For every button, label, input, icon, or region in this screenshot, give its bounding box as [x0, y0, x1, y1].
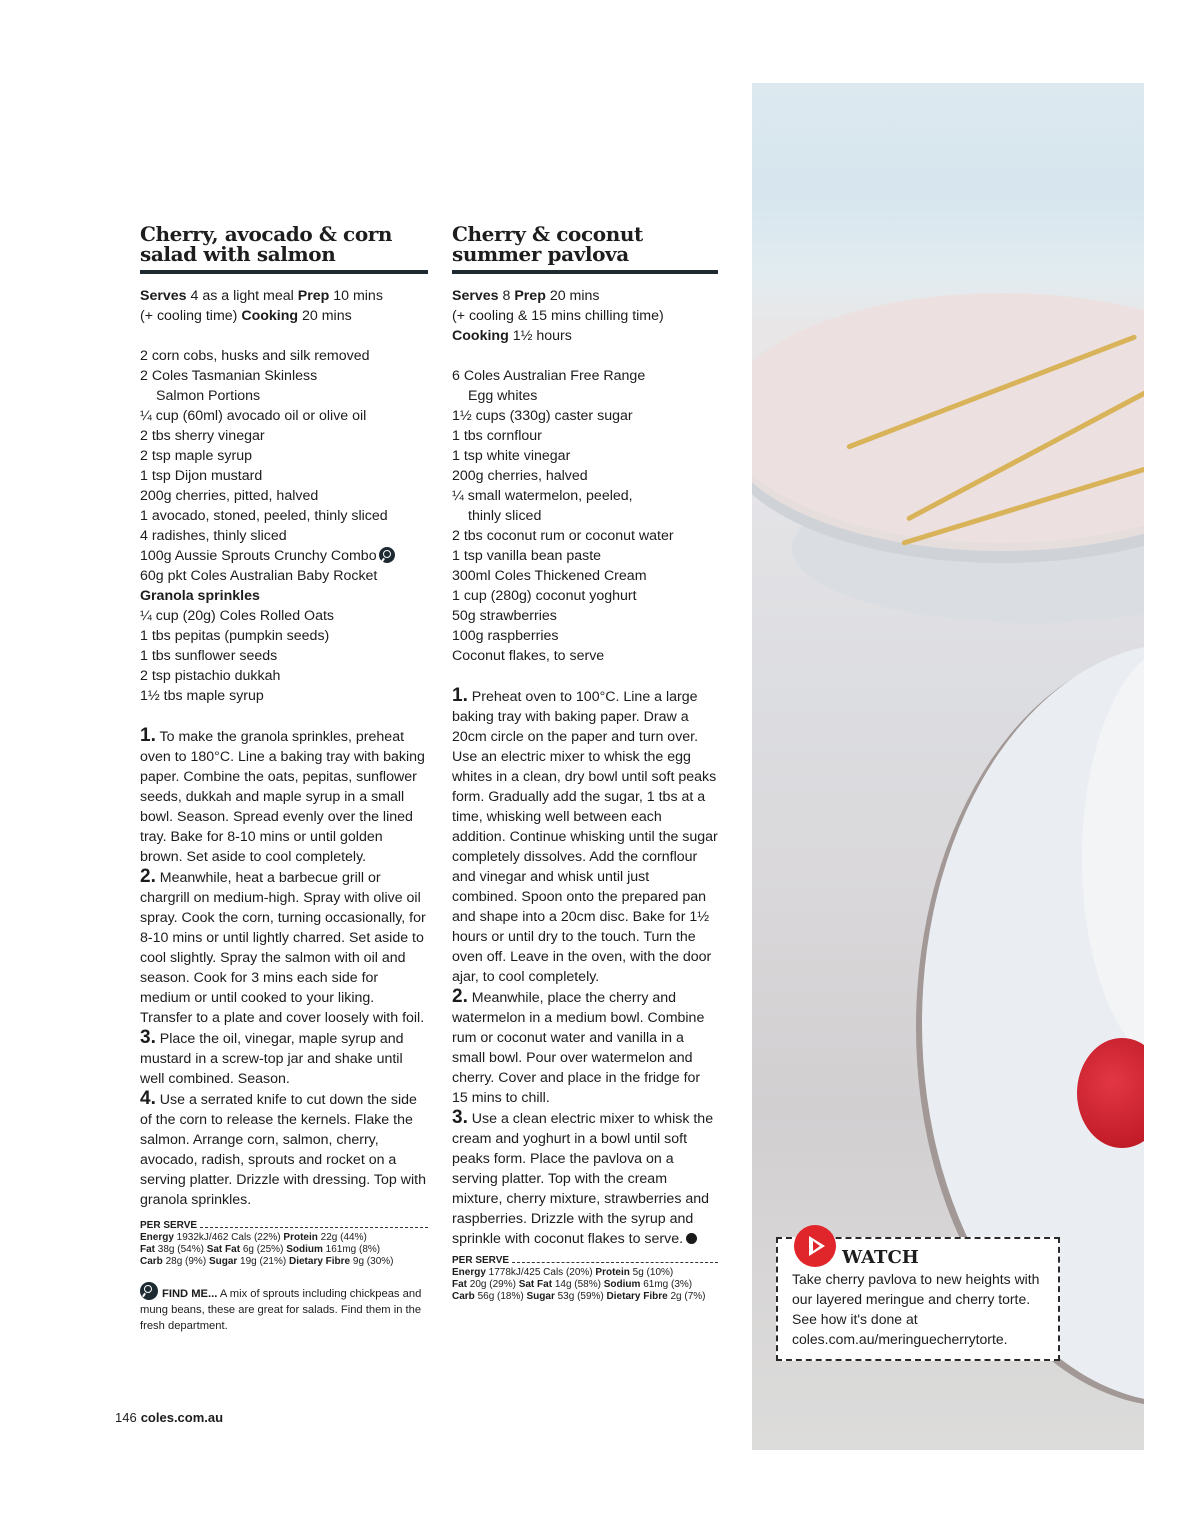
dashed-divider: [512, 1262, 718, 1263]
sodium-value: 61mg (3%): [640, 1279, 693, 1290]
recipe-title: [140, 222, 428, 264]
recipe-meta: [140, 286, 428, 326]
title-divider: [452, 270, 718, 274]
step-text: Use a clean electric mixer to whisk the cream and yoghurt in a bowl until soft peaks form. Place the pavlova on a serving platter. Top with the cream mixture, cherry mixture, strawberries and raspberries. Drizzle with the syrup and sprinkle with coconut flakes to serve.: [452, 1111, 714, 1247]
protein-label: Protein: [595, 1267, 630, 1278]
step-number: 2.: [452, 986, 468, 1007]
step-number: 1.: [140, 725, 156, 746]
prep-note: (+ cooling time): [140, 308, 242, 324]
ingredient: Salmon Portions: [156, 388, 261, 404]
sugar-value: 53g (59%): [554, 1291, 607, 1302]
find-me-tip: [140, 1282, 428, 1334]
ingredient: Coconut flakes, to serve: [452, 648, 605, 664]
sodium-label: Sodium: [603, 1279, 641, 1290]
page-footer: [115, 1410, 223, 1425]
watch-text: Take cherry pavlova to new heights with our layered meringue and cherry torte. See how it's done at coles.com.au/meringuecherrytorte.: [792, 1271, 1040, 1347]
cooking-value: 20 mins: [298, 308, 352, 324]
step-text: Place the oil, vinegar, maple syrup and mustard in a screw-top jar and shake until well combined. Season.: [140, 1031, 404, 1087]
ingredient-list: [452, 366, 718, 666]
serves-label: Serves: [140, 288, 187, 304]
fat-label: Fat: [452, 1279, 467, 1290]
recipe-title: [452, 222, 718, 264]
ingredient: 2 tsp maple syrup: [140, 448, 252, 464]
ingredient: 60g pkt Coles Australian Baby Rocket: [140, 568, 378, 584]
title-line-2: summer pavlova: [452, 242, 629, 266]
step-number: 1.: [452, 685, 468, 706]
ingredient: 1 tsp vanilla bean paste: [452, 548, 602, 564]
watch-callout[interactable]: [776, 1237, 1060, 1361]
nutrition-header-label: PER SERVE: [452, 1255, 510, 1266]
sugar-value: 19g (21%): [237, 1256, 289, 1267]
ingredient: 2 corn cobs, husks and silk removed: [140, 348, 370, 364]
energy-label: Energy: [452, 1267, 486, 1278]
ingredient: 4 radishes, thinly sliced: [140, 528, 287, 544]
nutrition-panel: [140, 1220, 428, 1268]
sodium-value: 161mg (8%): [322, 1244, 381, 1255]
ingredient: 1 tsp Dijon mustard: [140, 468, 263, 484]
ingredient: 2 tbs coconut rum or coconut water: [452, 528, 674, 544]
ingredient: 100g raspberries: [452, 628, 559, 644]
energy-label: Energy: [140, 1232, 174, 1243]
fibre-label: Dietary Fibre: [606, 1291, 668, 1302]
step-text: Use a serrated knife to cut down the side of the corn to release the kernels. Flake the salmon. Arrange corn, salmon, cherry, avocado, radish, sprouts and rocket on a serving platter. Drizzle with dressing. Top with granola sprinkles.: [140, 1092, 426, 1208]
ingredient: 1½ cups (330g) caster sugar: [452, 408, 633, 424]
ingredient: 2 tsp pistachio dukkah: [140, 668, 281, 684]
protein-label: Protein: [283, 1232, 318, 1243]
ingredient: 300ml Coles Thickened Cream: [452, 568, 647, 584]
page-number: 146: [115, 1410, 137, 1425]
find-me-pin-icon: [379, 547, 395, 563]
ingredient: 1½ tbs maple syrup: [140, 688, 264, 704]
ingredient-subheading: Granola sprinkles: [140, 588, 260, 604]
satfat-label: Sat Fat: [206, 1244, 241, 1255]
cooking-label: Cooking: [452, 328, 509, 344]
fat-label: Fat: [140, 1244, 155, 1255]
ingredient: ¼ cup (20g) Coles Rolled Oats: [140, 608, 334, 624]
find-me-label: FIND ME...: [162, 1288, 218, 1300]
recipe-meta: [452, 286, 718, 346]
nutrition-header: [452, 1255, 718, 1267]
step-text: Preheat oven to 100°C. Line a large baking tray with baking paper. Draw a 20cm circle on the paper and turn over. Use an electric mixer to whisk the egg whites in a clean, dry bowl until soft peaks form. Gradually add the sugar, 1 tbs at a time, whisking well between each addition. Continue whisking until the sugar completely dissolves. Add the cornflour and vinegar and whisk until just combined. Spoon onto the prepared pan and shape into a 20cm disc. Bake for 1½ hours or until dry to the touch. Turn the oven off. Leave in the oven, with the door ajar, to cool completely.: [452, 689, 718, 985]
ingredient: ¼ small watermelon, peeled,: [452, 488, 633, 504]
satfat-value: 6g (25%): [240, 1244, 287, 1255]
ingredient: 1 tbs sunflower seeds: [140, 648, 278, 664]
ingredient: Egg whites: [468, 388, 538, 404]
carb-value: 56g (18%): [474, 1291, 527, 1302]
step-number: 3.: [140, 1027, 156, 1048]
step-number: 2.: [140, 866, 156, 887]
ingredient: 1 tbs pepitas (pumpkin seeds): [140, 628, 330, 644]
ingredient: 6 Coles Australian Free Range: [452, 368, 646, 384]
watch-title: WATCH: [842, 1247, 919, 1268]
fibre-value: 2g (7%): [667, 1291, 706, 1302]
find-me-pin-icon: [140, 1282, 158, 1300]
pink-plate: [752, 293, 1144, 543]
recipe-salad: [140, 222, 428, 1334]
nutrition-header-label: PER SERVE: [140, 1220, 198, 1231]
step-text: Meanwhile, heat a barbecue grill or chargrill on medium-high. Spray with olive oil spray. Cook the corn, turning occasionally, for 8-10 mins or until lightly charred. Set aside to cool slightly. Spray the salmon with oil and season. Cook for 3 mins each side for medium or until cooked to your liking. Transfer to a plate and cover loosely with foil.: [140, 870, 426, 1026]
sugar-label: Sugar: [526, 1291, 555, 1302]
ingredient: 200g cherries, pitted, halved: [140, 488, 319, 504]
energy-value: 1778kJ/425 Cals (20%): [485, 1267, 596, 1278]
fibre-value: 9g (30%): [350, 1256, 394, 1267]
nutrition-row: [140, 1232, 428, 1244]
satfat-label: Sat Fat: [518, 1279, 553, 1290]
title-line-1: Cherry & coconut: [452, 222, 643, 246]
protein-value: 22g (44%): [317, 1232, 367, 1243]
carb-label: Carb: [140, 1256, 163, 1267]
step-number: 4.: [140, 1088, 156, 1109]
nutrition-row: [452, 1291, 718, 1303]
sugar-label: Sugar: [208, 1256, 238, 1267]
ingredient-text: 100g Aussie Sprouts Crunchy Combo: [140, 548, 377, 564]
cooking-label: Cooking: [241, 308, 299, 324]
end-bullet-icon: [686, 1233, 697, 1244]
serves-value: 8: [498, 288, 515, 304]
method: [140, 726, 428, 1210]
ingredient-list: [140, 346, 428, 706]
ingredient: 1 tsp white vinegar: [452, 448, 571, 464]
method: [452, 686, 718, 1249]
fat-value: 38g (54%): [155, 1244, 207, 1255]
dashed-divider: [200, 1227, 428, 1228]
nutrition-panel: [452, 1255, 718, 1303]
nutrition-row: [452, 1267, 718, 1279]
fat-value: 20g (29%): [467, 1279, 519, 1290]
recipe-pavlova: [452, 222, 718, 1303]
prep-value: 10 mins: [329, 288, 383, 304]
title-divider: [140, 270, 428, 274]
prep-label: Prep: [514, 288, 546, 304]
satfat-value: 14g (58%): [552, 1279, 604, 1290]
step-number: 3.: [452, 1107, 468, 1128]
ingredient: 2 tbs sherry vinegar: [140, 428, 265, 444]
ingredient: 50g strawberries: [452, 608, 557, 624]
nutrition-row: [452, 1279, 718, 1291]
fibre-label: Dietary Fibre: [288, 1256, 351, 1267]
nutrition-row: [140, 1256, 428, 1268]
sodium-label: Sodium: [286, 1244, 323, 1255]
ingredient: ¼ cup (60ml) avocado oil or olive oil: [140, 408, 367, 424]
ingredient: 1 avocado, stoned, peeled, thinly sliced: [140, 508, 388, 524]
title-line-1: Cherry, avocado & corn: [140, 222, 393, 246]
ingredient: thinly sliced: [468, 508, 542, 524]
ingredient: 200g cherries, halved: [452, 468, 588, 484]
step-text: Meanwhile, place the cherry and watermelon in a medium bowl. Combine rum or coconut water and vanilla in a small bowl. Pour over watermelon and cherry. Cover and place in the fridge for 15 mins to chill.: [452, 990, 705, 1106]
prep-value: 20 mins: [545, 288, 600, 304]
ingredient: 1 tbs cornflour: [452, 428, 542, 444]
step-text: To make the granola sprinkles, preheat oven to 180°C. Line a baking tray with baking paper. Combine the oats, pepitas, sunflower seeds, dukkah and maple syrup in a small bowl. Season. Spread evenly over the lined tray. Bake for 8-10 mins or until golden brown. Set aside to cool completely.: [140, 729, 425, 865]
serves-label: Serves: [452, 288, 499, 304]
title-line-2: salad with salmon: [140, 242, 336, 266]
ingredient: 2 Coles Tasmanian Skinless: [140, 368, 318, 384]
play-icon[interactable]: [794, 1225, 836, 1267]
carb-value: 28g (9%): [162, 1256, 209, 1267]
cooking-value: 1½ hours: [508, 328, 572, 344]
prep-note: (+ cooling & 15 mins chilling time): [452, 308, 664, 324]
serves-value: 4 as a light meal: [186, 288, 298, 304]
prep-label: Prep: [297, 288, 330, 304]
protein-value: 5g (10%): [629, 1267, 674, 1278]
carb-label: Carb: [452, 1291, 475, 1302]
site-url[interactable]: coles.com.au: [140, 1410, 224, 1425]
nutrition-row: [140, 1244, 428, 1256]
ingredient: 1 cup (280g) coconut yoghurt: [452, 588, 637, 604]
nutrition-header: [140, 1220, 428, 1232]
ingredient-with-findme: [140, 546, 428, 566]
energy-value: 1932kJ/462 Cals (22%): [173, 1232, 284, 1243]
find-me-text: A mix of sprouts including chickpeas and mung beans, these are great for salads. Find them in the fresh department.: [140, 1288, 422, 1332]
